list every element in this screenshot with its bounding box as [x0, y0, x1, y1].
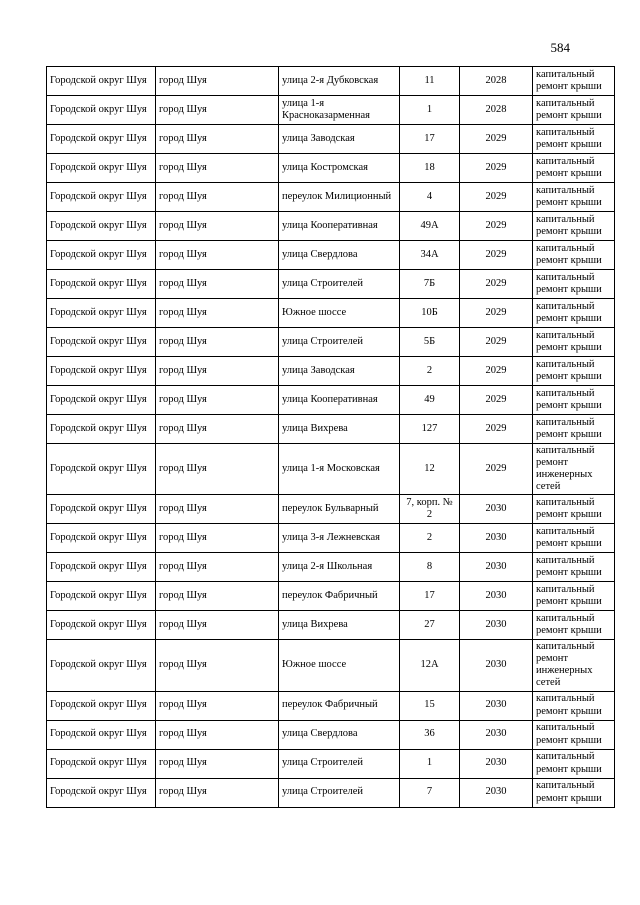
settlement-cell: город Шуя — [156, 67, 279, 96]
municipality-cell: Городской округ Шуя — [47, 386, 156, 415]
year-cell: 2029 — [460, 183, 533, 212]
table-row — [47, 778, 615, 807]
page-number: 584 — [550, 40, 570, 55]
work-type-cell: капитальный ремонт крыши — [533, 270, 615, 299]
settlement-cell: город Шуя — [156, 125, 279, 154]
year-cell: 2029 — [460, 357, 533, 386]
settlement-cell: город Шуя — [156, 778, 279, 807]
work-type-cell: капитальный ремонт крыши — [533, 495, 615, 524]
municipality-cell: Городской округ Шуя — [47, 183, 156, 212]
street-cell: улица Кооперативная — [279, 212, 400, 241]
year-cell: 2030 — [460, 720, 533, 749]
table-body — [47, 67, 615, 808]
street-cell: Южное шоссе — [279, 640, 400, 691]
year-cell: 2030 — [460, 749, 533, 778]
table-row — [47, 611, 615, 640]
year-cell: 2029 — [460, 444, 533, 495]
year-cell: 2029 — [460, 241, 533, 270]
street-cell: улица Заводская — [279, 357, 400, 386]
year-cell: 2029 — [460, 270, 533, 299]
house-number-cell: 34А — [400, 241, 460, 270]
municipality-cell: Городской округ Шуя — [47, 67, 156, 96]
work-type-cell: капитальный ремонт крыши — [533, 386, 615, 415]
street-cell: переулок Милиционный — [279, 183, 400, 212]
house-number-cell: 12А — [400, 640, 460, 691]
municipality-cell: Городской округ Шуя — [47, 241, 156, 270]
year-cell: 2030 — [460, 553, 533, 582]
house-number-cell: 2 — [400, 524, 460, 553]
table-row — [47, 270, 615, 299]
house-number-cell: 27 — [400, 611, 460, 640]
municipality-cell: Городской округ Шуя — [47, 720, 156, 749]
house-number-cell: 8 — [400, 553, 460, 582]
street-cell: улица Кооперативная — [279, 386, 400, 415]
settlement-cell: город Шуя — [156, 720, 279, 749]
work-type-cell: капитальный ремонт крыши — [533, 67, 615, 96]
municipality-cell: Городской округ Шуя — [47, 444, 156, 495]
table-row — [47, 691, 615, 720]
street-cell: улица 2-я Школьная — [279, 553, 400, 582]
settlement-cell: город Шуя — [156, 154, 279, 183]
table-row — [47, 357, 615, 386]
settlement-cell: город Шуя — [156, 640, 279, 691]
settlement-cell: город Шуя — [156, 270, 279, 299]
street-cell: улица Свердлова — [279, 241, 400, 270]
work-type-cell: капитальный ремонт крыши — [533, 125, 615, 154]
table-row — [47, 444, 615, 495]
house-number-cell: 7Б — [400, 270, 460, 299]
settlement-cell: город Шуя — [156, 611, 279, 640]
street-cell: улица Свердлова — [279, 720, 400, 749]
house-number-cell: 49А — [400, 212, 460, 241]
year-cell: 2030 — [460, 691, 533, 720]
settlement-cell: город Шуя — [156, 749, 279, 778]
year-cell: 2029 — [460, 212, 533, 241]
house-number-cell: 10Б — [400, 299, 460, 328]
settlement-cell: город Шуя — [156, 241, 279, 270]
work-type-cell: капитальный ремонт крыши — [533, 212, 615, 241]
year-cell: 2029 — [460, 386, 533, 415]
house-number-cell: 17 — [400, 582, 460, 611]
house-number-cell: 18 — [400, 154, 460, 183]
municipality-cell: Городской округ Шуя — [47, 212, 156, 241]
street-cell: улица Вихрева — [279, 415, 400, 444]
year-cell: 2030 — [460, 495, 533, 524]
settlement-cell: город Шуя — [156, 212, 279, 241]
year-cell: 2030 — [460, 524, 533, 553]
table-row — [47, 582, 615, 611]
work-type-cell: капитальный ремонт крыши — [533, 154, 615, 183]
work-type-cell: капитальный ремонт крыши — [533, 328, 615, 357]
house-number-cell: 5Б — [400, 328, 460, 357]
year-cell: 2028 — [460, 96, 533, 125]
work-type-cell: капитальный ремонт крыши — [533, 611, 615, 640]
table-row — [47, 415, 615, 444]
house-number-cell: 7 — [400, 778, 460, 807]
year-cell: 2029 — [460, 299, 533, 328]
table-row — [47, 553, 615, 582]
year-cell: 2030 — [460, 778, 533, 807]
street-cell: улица Строителей — [279, 328, 400, 357]
municipality-cell: Городской округ Шуя — [47, 582, 156, 611]
year-cell: 2029 — [460, 125, 533, 154]
settlement-cell: город Шуя — [156, 183, 279, 212]
work-type-cell: капитальный ремонт крыши — [533, 524, 615, 553]
street-cell: улица Строителей — [279, 270, 400, 299]
street-cell: улица 3-я Лежневская — [279, 524, 400, 553]
house-number-cell: 36 — [400, 720, 460, 749]
work-type-cell: капитальный ремонт крыши — [533, 778, 615, 807]
street-cell: улица Заводская — [279, 125, 400, 154]
work-type-cell: капитальный ремонт крыши — [533, 691, 615, 720]
municipality-cell: Городской округ Шуя — [47, 691, 156, 720]
work-type-cell: капитальный ремонт крыши — [533, 415, 615, 444]
house-number-cell: 7, корп. № 2 — [400, 495, 460, 524]
table-row — [47, 386, 615, 415]
settlement-cell: город Шуя — [156, 96, 279, 125]
year-cell: 2030 — [460, 611, 533, 640]
year-cell: 2030 — [460, 640, 533, 691]
year-cell: 2029 — [460, 154, 533, 183]
table-row — [47, 154, 615, 183]
house-number-cell: 11 — [400, 67, 460, 96]
house-number-cell: 49 — [400, 386, 460, 415]
house-number-cell: 2 — [400, 357, 460, 386]
house-number-cell: 4 — [400, 183, 460, 212]
street-cell: улица Вихрева — [279, 611, 400, 640]
table-row — [47, 241, 615, 270]
work-type-cell: капитальный ремонт инженерных сетей — [533, 444, 615, 495]
table-row — [47, 640, 615, 691]
table-row — [47, 96, 615, 125]
street-cell: переулок Бульварный — [279, 495, 400, 524]
table-row — [47, 212, 615, 241]
municipality-cell: Городской округ Шуя — [47, 125, 156, 154]
settlement-cell: город Шуя — [156, 553, 279, 582]
work-type-cell: капитальный ремонт инженерных сетей — [533, 640, 615, 691]
settlement-cell: город Шуя — [156, 357, 279, 386]
street-cell: улица Строителей — [279, 749, 400, 778]
municipality-cell: Городской округ Шуя — [47, 154, 156, 183]
street-cell: Южное шоссе — [279, 299, 400, 328]
table-row — [47, 495, 615, 524]
work-type-cell: капитальный ремонт крыши — [533, 183, 615, 212]
street-cell: улица 1-я Красноказарменная — [279, 96, 400, 125]
work-type-cell: капитальный ремонт крыши — [533, 241, 615, 270]
house-number-cell: 12 — [400, 444, 460, 495]
municipality-cell: Городской округ Шуя — [47, 328, 156, 357]
settlement-cell: город Шуя — [156, 582, 279, 611]
settlement-cell: город Шуя — [156, 444, 279, 495]
work-type-cell: капитальный ремонт крыши — [533, 96, 615, 125]
municipality-cell: Городской округ Шуя — [47, 96, 156, 125]
house-number-cell: 15 — [400, 691, 460, 720]
repair-schedule-table — [46, 66, 615, 808]
work-type-cell: капитальный ремонт крыши — [533, 553, 615, 582]
house-number-cell: 1 — [400, 749, 460, 778]
year-cell: 2028 — [460, 67, 533, 96]
municipality-cell: Городской округ Шуя — [47, 299, 156, 328]
work-type-cell: капитальный ремонт крыши — [533, 749, 615, 778]
table-row — [47, 183, 615, 212]
settlement-cell: город Шуя — [156, 495, 279, 524]
year-cell: 2029 — [460, 415, 533, 444]
street-cell: улица Костромская — [279, 154, 400, 183]
street-cell: переулок Фабричный — [279, 691, 400, 720]
settlement-cell: город Шуя — [156, 524, 279, 553]
municipality-cell: Городской округ Шуя — [47, 778, 156, 807]
table-row — [47, 720, 615, 749]
municipality-cell: Городской округ Шуя — [47, 524, 156, 553]
street-cell: переулок Фабричный — [279, 582, 400, 611]
work-type-cell: капитальный ремонт крыши — [533, 357, 615, 386]
table-row — [47, 67, 615, 96]
settlement-cell: город Шуя — [156, 299, 279, 328]
municipality-cell: Городской округ Шуя — [47, 553, 156, 582]
municipality-cell: Городской округ Шуя — [47, 749, 156, 778]
house-number-cell: 17 — [400, 125, 460, 154]
table-row — [47, 328, 615, 357]
house-number-cell: 1 — [400, 96, 460, 125]
settlement-cell: город Шуя — [156, 691, 279, 720]
municipality-cell: Городской округ Шуя — [47, 357, 156, 386]
municipality-cell: Городской округ Шуя — [47, 640, 156, 691]
street-cell: улица Строителей — [279, 778, 400, 807]
street-cell: улица 1-я Московская — [279, 444, 400, 495]
house-number-cell: 127 — [400, 415, 460, 444]
year-cell: 2029 — [460, 328, 533, 357]
table-row — [47, 125, 615, 154]
table-row — [47, 749, 615, 778]
table-row — [47, 524, 615, 553]
municipality-cell: Городской округ Шуя — [47, 415, 156, 444]
work-type-cell: капитальный ремонт крыши — [533, 299, 615, 328]
settlement-cell: город Шуя — [156, 328, 279, 357]
municipality-cell: Городской округ Шуя — [47, 611, 156, 640]
year-cell: 2030 — [460, 582, 533, 611]
work-type-cell: капитальный ремонт крыши — [533, 720, 615, 749]
settlement-cell: город Шуя — [156, 415, 279, 444]
street-cell: улица 2-я Дубковская — [279, 67, 400, 96]
municipality-cell: Городской округ Шуя — [47, 270, 156, 299]
settlement-cell: город Шуя — [156, 386, 279, 415]
table-row — [47, 299, 615, 328]
work-type-cell: капитальный ремонт крыши — [533, 582, 615, 611]
municipality-cell: Городской округ Шуя — [47, 495, 156, 524]
